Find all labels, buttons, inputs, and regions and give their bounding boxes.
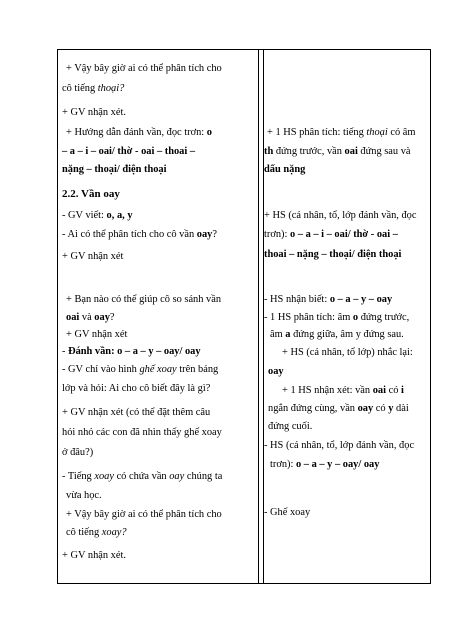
left-line: - GV chỉ vào hình ghế xoay trên bảng	[62, 364, 219, 375]
left-line: - Ai có thể phân tích cho cô vần oay?	[62, 229, 217, 240]
left-line: + GV nhận xét.	[62, 107, 126, 118]
right-line: - HS (cá nhân, tổ, lớp đánh vần, đọc	[264, 440, 415, 451]
right-line: - HS nhận biết: o – a – y – oay	[264, 294, 393, 305]
right-line: trơn): o – a – i – oai/ thờ - oai –	[264, 229, 398, 240]
right-line: thoai – nặng – thoại/ điện thoại	[264, 249, 402, 260]
right-line: trơn): o – a – y – oay/ oay	[270, 459, 380, 470]
left-line: oai và oay?	[66, 312, 115, 323]
left-line: vừa học.	[66, 490, 102, 501]
left-line: + Vậy bây giờ ai có thể phân tích cho	[66, 63, 222, 74]
left-line: cô tiếng xoay?	[66, 527, 127, 538]
column-divider	[258, 50, 259, 583]
right-line: dấu nặng	[264, 164, 306, 175]
section-heading: 2.2. Vần oay	[62, 188, 120, 200]
left-line: – a – i – oai/ thờ - oai – thoai –	[62, 146, 196, 157]
left-line: + GV nhận xét.	[62, 550, 126, 561]
left-line: + GV nhận xét	[66, 329, 128, 340]
right-line: + HS (cá nhân, tổ, lớp đánh vần, đọc	[264, 210, 417, 221]
right-line: + 1 HS nhận xét: vần oai có i	[282, 385, 404, 396]
left-line: nặng – thoại/ điện thoại	[62, 164, 167, 175]
right-line: + HS (cá nhân, tổ lớp) nhắc lại:	[282, 347, 413, 358]
left-line: cô tiếng thoại?	[62, 83, 125, 94]
right-line: ngắn đứng cùng, vần oay có y dài	[268, 403, 409, 414]
right-line: th đứng trước, vần oai đứng sau và	[264, 146, 411, 157]
left-line: + Bạn nào có thể giúp cô so sánh vần	[66, 294, 222, 305]
right-line: - Ghế xoay	[264, 507, 311, 518]
left-line: ở đâu?)	[62, 447, 94, 458]
left-line: - Tiếng xoay có chứa vần oay chúng ta	[62, 471, 223, 482]
left-line: - GV viết: o, a, y	[62, 210, 133, 221]
left-line: lớp và hỏi: Ai cho cô biết đây là gì?	[62, 383, 211, 394]
left-line: + Hướng dẫn đánh vần, đọc trơn: o	[66, 127, 212, 138]
left-line: - Đánh vần: o – a – y – oay/ oay	[62, 346, 201, 357]
right-line: + 1 HS phân tích: tiếng thoại có âm	[267, 127, 416, 138]
left-line: hỏi nhỏ các con đã nhìn thấy ghế xoay	[62, 427, 222, 438]
right-line: âm a đứng giữa, âm y đứng sau.	[270, 329, 404, 340]
right-line: đứng cuối.	[268, 421, 313, 432]
left-line: + GV nhận xét (có thể đặt thêm câu	[62, 407, 211, 418]
right-line: - 1 HS phân tích: âm o đứng trước,	[264, 312, 410, 323]
right-line: oay	[268, 366, 284, 377]
left-line: + Vậy bây giờ ai có thể phân tích cho	[66, 509, 222, 520]
left-line: + GV nhận xét	[62, 251, 124, 262]
